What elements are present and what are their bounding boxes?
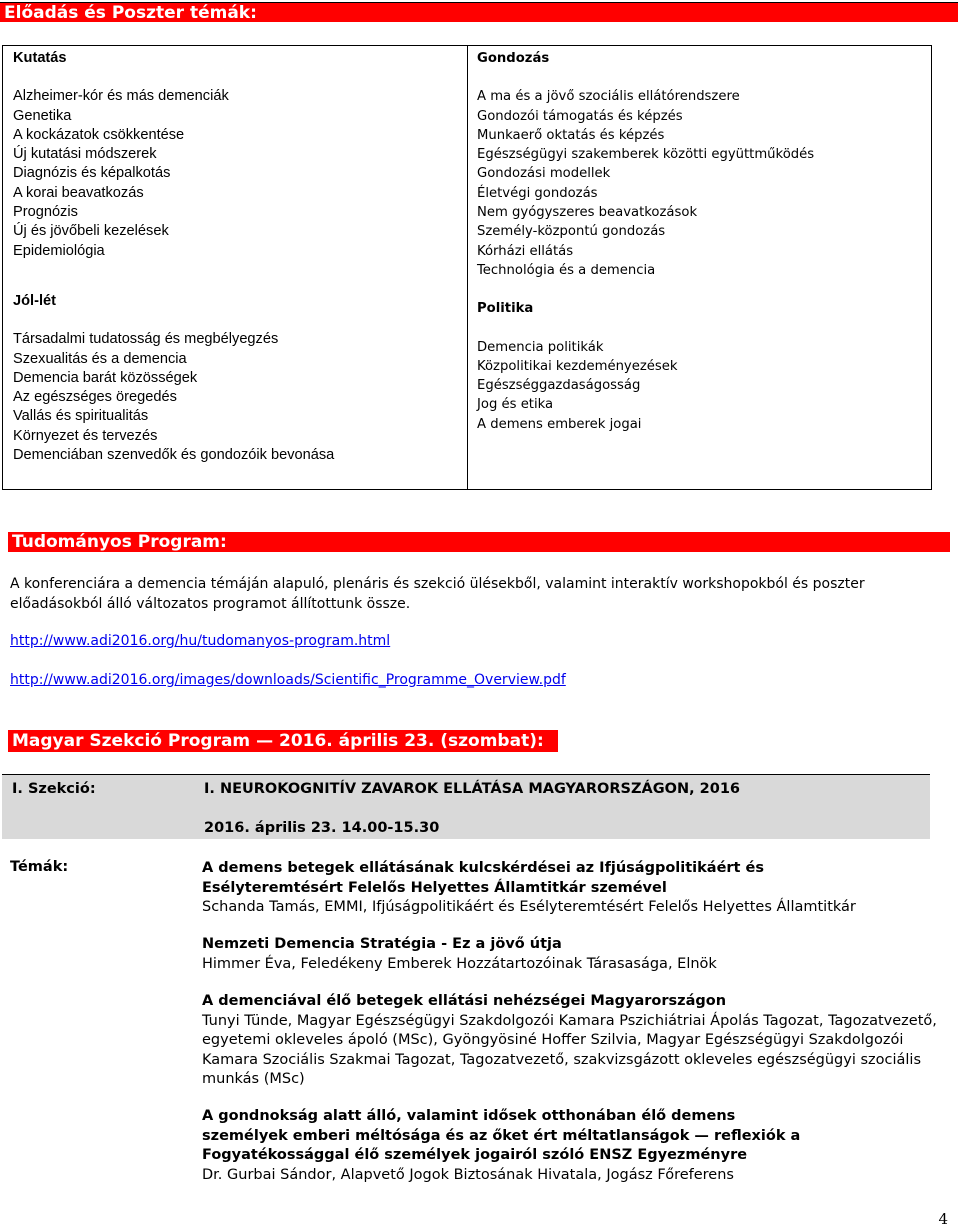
list-item: Prognózis: [13, 204, 78, 221]
topic-title: A demenciával élő betegek ellátási nehézségei Magyarországon: [202, 993, 727, 1009]
topic-speaker: munkás (MSc): [202, 1071, 305, 1088]
list-item: A kockázatok csökkentése: [13, 126, 185, 143]
list-item: A demens emberek jogai: [477, 416, 642, 432]
topic-title: A gondnokság alatt álló, valamint idősek otthonában élő demens: [202, 1108, 736, 1124]
topic-title: Fogyatékossággal élő személyek jogairól szóló ENSZ Egyezményre: [202, 1147, 748, 1164]
list-item: Nem gyógyszeres beavatkozások: [477, 205, 698, 221]
list-item: Közpolitikai kezdeményezések: [477, 358, 678, 374]
list-item: Új és jövőbeli kezelések: [13, 223, 169, 240]
topics-banner: Előadás és Poszter témák:: [0, 2, 958, 22]
list-item: Alzheimer-kór és más demenciák: [13, 88, 229, 105]
table-divider: [467, 46, 468, 489]
program-link-hu[interactable]: http://www.adi2016.org/hu/tudomanyos-program.html: [10, 633, 391, 649]
list-item: Új kutatási módszerek: [13, 146, 157, 163]
topic-speaker: Kamara Szociális Szakmai Tagozat, Tagozatvezető, szakvizsgázott okleveles egészségügyi szociális: [202, 1051, 922, 1068]
topic-item: [202, 935, 942, 974]
topic-item: [202, 1107, 942, 1185]
list-item: Társadalmi tudatosság és megbélyegzés: [13, 331, 279, 348]
topic-title: A demens betegek ellátásának kulcskérdései az Ifjúságpolitikáért és: [202, 860, 765, 876]
policy-heading: Politika: [477, 301, 534, 317]
topic-speaker: egyetemi okleveles ápoló (MSc), Gyöngyösiné Hoffer Szilvia, Magyar Egészségügyi Szakdolgozói: [202, 1032, 904, 1049]
session-title: I. NEUROKOGNITÍV ZAVAROK ELLÁTÁSA MAGYARORSZÁGON, 2016: [204, 781, 741, 797]
topic-speaker: Himmer Éva, Feledékeny Emberek Hozzátartozóinak Tárasasága, Elnök: [202, 955, 717, 972]
paragraph-line: A konferenciára a demencia témáján alapuló, plenáris és szekció ülésekből, valamint interaktív workshopokból és poszter: [10, 576, 865, 592]
list-item: Az egészséges öregedés: [13, 389, 177, 406]
list-item: A korai beavatkozás: [13, 184, 144, 201]
topic-title: személyek emberi méltósága és az őket ért méltatlanságok — reflexiók a: [202, 1127, 801, 1144]
list-item: Gondozási modellek: [477, 166, 611, 182]
topic-speaker: Schanda Tamás, EMMI, Ifjúságpolitikáért és Esélyteremtésért Felelős Helyettes Államtitkár: [202, 899, 856, 916]
paragraph-line: előadásokból álló változatos programot állítottunk össze.: [10, 596, 411, 612]
list-item: Demenciában szenvedők és gondozóik bevonása: [13, 447, 335, 464]
list-item: Egészséggazdaságosság: [477, 378, 641, 394]
list-item: Kórházi ellátás: [477, 243, 574, 259]
topic-item: [202, 859, 942, 918]
session-date: 2016. április 23. 14.00-15.30: [204, 820, 440, 836]
session-header: [2, 774, 930, 839]
list-item: Technológia és a demencia: [477, 262, 656, 278]
research-heading: Kutatás: [13, 50, 67, 66]
list-item: Környezet és tervezés: [13, 427, 158, 444]
topic-title: Nemzeti Demencia Stratégia - Ez a jövő útja: [202, 936, 562, 952]
wellbeing-heading: Jól-lét: [13, 292, 56, 309]
list-item: Vallás és spiritualitás: [13, 408, 149, 425]
list-item: Gondozói támogatás és képzés: [477, 108, 683, 124]
topic-speaker: Dr. Gurbai Sándor, Alapvető Jogok Biztosának Hivatala, Jogász Főreferens: [202, 1166, 734, 1183]
care-heading: Gondozás: [477, 51, 550, 66]
list-item: Demencia barát közösségek: [13, 369, 198, 386]
hungarian-section-banner: Magyar Szekció Program — 2016. április 23. (szombat):: [8, 730, 558, 752]
list-item: Munkaerő oktatás és képzés: [477, 127, 665, 143]
list-item: Genetika: [13, 107, 72, 124]
program-description: [10, 574, 940, 614]
list-item: Epidemiológia: [13, 242, 105, 259]
program-link-overview[interactable]: http://www.adi2016.org/images/downloads/Scientific_Programme_Overview.pdf: [10, 672, 566, 688]
left-column: [13, 49, 334, 465]
page-number: 4: [938, 1210, 948, 1228]
topics-label: Témák:: [10, 859, 69, 875]
list-item: A ma és a jövő szociális ellátórendszere: [477, 89, 740, 105]
list-item: Egészségügyi szakemberek közötti együttműködés: [477, 147, 815, 163]
right-column: [477, 49, 814, 434]
list-item: Diagnózis és képalkotás: [13, 165, 171, 182]
list-item: Szexualitás és a demencia: [13, 350, 187, 367]
list-item: Életvégi gondozás: [477, 185, 598, 201]
topic-speaker: Tunyi Tünde, Magyar Egészségügyi Szakdolgozói Kamara Pszichiátriai Ápolás Tagozat, Tagozatvezető,: [202, 1012, 937, 1029]
topics-table: [2, 45, 932, 490]
topic-item: [202, 992, 942, 1090]
list-item: Jog és etika: [477, 397, 554, 413]
session-label: I. Szekció:: [12, 781, 96, 797]
list-item: Személy-központú gondozás: [477, 224, 666, 240]
program-banner: Tudományos Program:: [8, 532, 950, 552]
list-item: Demencia politikák: [477, 339, 604, 355]
topic-title: Esélyteremtésért Felelős Helyettes Államtitkár szemével: [202, 879, 667, 896]
